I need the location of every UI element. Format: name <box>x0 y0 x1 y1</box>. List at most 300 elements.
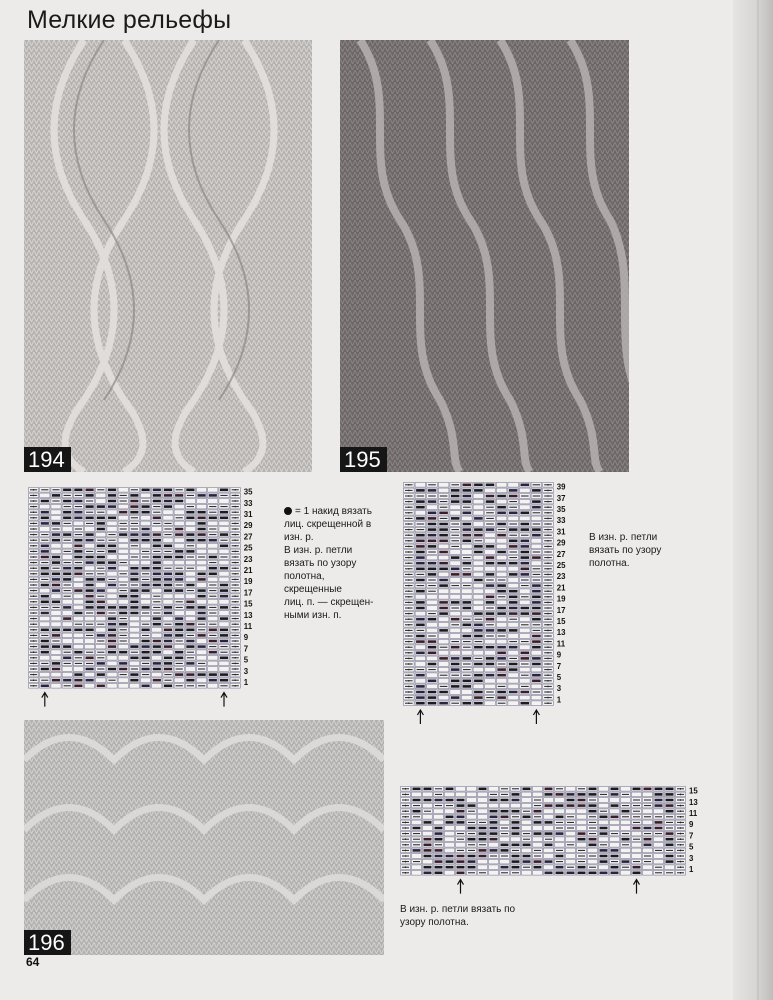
chart-cell <box>96 628 106 633</box>
chart-filled-stitch <box>186 640 194 643</box>
chart-cell <box>496 516 507 521</box>
chart-cell <box>85 544 95 549</box>
chart-filled-stitch <box>209 629 217 632</box>
chart-cell <box>423 831 433 836</box>
chart-filled-stitch <box>424 844 432 847</box>
chart-cell <box>555 798 565 803</box>
chart-cell <box>456 843 466 848</box>
chart-cell <box>141 600 151 605</box>
chart-filled-stitch <box>220 589 228 592</box>
chart-row-label: 17 <box>243 588 253 598</box>
chart-filled-stitch <box>52 629 60 632</box>
chart-filled-stitch <box>521 540 530 543</box>
chart-cell <box>438 667 449 672</box>
chart-filled-stitch <box>521 652 530 655</box>
chart-filled-stitch <box>474 517 483 520</box>
chart-filled-stitch <box>512 844 520 847</box>
chart-filled-stitch <box>52 668 60 671</box>
chart-filled-stitch <box>413 810 421 813</box>
chart-row-label: 1 <box>243 678 249 687</box>
chart-cell <box>531 701 542 706</box>
chart-cell <box>544 815 554 820</box>
chart-cell <box>118 488 128 493</box>
chart-cell <box>522 798 532 803</box>
chart-cell <box>643 820 653 825</box>
chart-cell <box>462 516 473 521</box>
chart-filled-stitch <box>97 556 105 559</box>
chart-filled-stitch <box>435 827 443 830</box>
chart-row-label: 11 <box>689 809 698 818</box>
chart-filled-stitch <box>468 860 476 863</box>
chart-cell <box>185 572 195 577</box>
chart-filled-stitch <box>486 596 495 599</box>
chart-filled-stitch <box>164 645 172 648</box>
chart-filled-stitch <box>74 517 82 520</box>
chart-filled-stitch <box>175 651 183 654</box>
chart-filled-stitch <box>428 696 437 699</box>
chart-filled-stitch <box>198 573 206 576</box>
chart-cell <box>478 865 488 870</box>
chart-filled-stitch <box>523 844 531 847</box>
chart-cell <box>643 865 653 870</box>
chart-filled-stitch <box>509 601 518 604</box>
chart-filled-stitch <box>463 523 472 526</box>
chart-filled-stitch <box>497 495 506 498</box>
chart-filled-stitch <box>457 821 465 824</box>
chart-row-label: 25 <box>556 561 566 570</box>
chart-filled-stitch <box>63 629 71 632</box>
chart-filled-stitch <box>416 618 425 621</box>
chart-cell <box>438 483 449 488</box>
chart-filled-stitch <box>153 545 161 548</box>
chart-filled-stitch <box>119 651 127 654</box>
chart-cell <box>632 848 642 853</box>
chart-filled-stitch <box>74 556 82 559</box>
chart-filled-stitch <box>490 827 498 830</box>
chart-filled-stitch <box>435 860 443 863</box>
chart-filled-stitch <box>86 489 94 492</box>
chart-filled-stitch <box>130 533 138 536</box>
chart-filled-stitch <box>108 489 116 492</box>
chart-filled-stitch <box>130 500 138 503</box>
chart-cell <box>185 521 195 526</box>
chart-filled-stitch <box>416 702 425 705</box>
chart-filled-stitch <box>474 629 483 632</box>
chart-filled-stitch <box>86 657 94 660</box>
chart-filled-stitch <box>164 668 172 671</box>
chart-filled-stitch <box>108 567 116 570</box>
chart-cell <box>520 667 531 672</box>
chart-filled-stitch <box>175 500 183 503</box>
chart-cell <box>450 651 461 656</box>
chart-cell <box>415 656 426 661</box>
chart-filled-stitch <box>497 612 506 615</box>
chart-filled-stitch <box>97 601 105 604</box>
chart-cell <box>520 679 531 684</box>
chart-cell <box>438 651 449 656</box>
chart-cell <box>610 798 620 803</box>
chart-filled-stitch <box>457 810 465 813</box>
chart-cell <box>197 499 207 504</box>
chart-filled-stitch <box>497 696 506 699</box>
chart-filled-stitch <box>41 645 49 648</box>
chart-cell <box>438 572 449 577</box>
chart-filled-stitch <box>97 634 105 637</box>
chart-cell <box>531 695 542 700</box>
page-title: Мелкие рельефы <box>27 6 232 34</box>
chart-filled-stitch <box>497 562 506 565</box>
knitting-chart-194 <box>28 487 273 717</box>
chart-cell <box>496 679 507 684</box>
chart-cell <box>73 600 83 605</box>
chart-cell <box>496 499 507 504</box>
chart-row-label: 21 <box>243 566 253 575</box>
chart-cell <box>40 656 50 661</box>
chart-filled-stitch <box>119 612 127 615</box>
chart-cell <box>438 623 449 628</box>
chart-filled-stitch <box>490 810 498 813</box>
chart-filled-stitch <box>463 573 472 576</box>
chart-cell <box>51 611 61 616</box>
chart-cell <box>219 661 229 666</box>
chart-cell <box>423 803 433 808</box>
chart-filled-stitch <box>463 562 472 565</box>
chart-filled-stitch <box>97 545 105 548</box>
chart-filled-stitch <box>457 855 465 858</box>
chart-cell <box>508 701 519 706</box>
chart-repeat-arrow-icon <box>42 693 48 707</box>
chart-cell <box>533 826 543 831</box>
chart-cell <box>438 589 449 594</box>
chart-filled-stitch <box>74 679 82 682</box>
chart-filled-stitch <box>119 533 127 536</box>
chart-filled-stitch <box>490 821 498 824</box>
chart-filled-stitch <box>175 657 183 660</box>
chart-filled-stitch <box>175 528 183 531</box>
chart-filled-stitch <box>451 573 460 576</box>
chart-filled-stitch <box>41 668 49 671</box>
chart-cell <box>427 606 438 611</box>
chart-filled-stitch <box>428 640 437 643</box>
chart-filled-stitch <box>474 624 483 627</box>
chart-cell <box>522 792 532 797</box>
chart-filled-stitch <box>633 872 641 875</box>
chart-filled-stitch <box>220 584 228 587</box>
chart-filled-stitch <box>521 691 530 694</box>
chart-cell <box>208 488 218 493</box>
chart-filled-stitch <box>532 500 541 503</box>
chart-filled-stitch <box>153 517 161 520</box>
chart-row-label: 37 <box>556 493 566 503</box>
chart-filled-stitch <box>52 539 60 542</box>
chart-cell <box>423 792 433 797</box>
chart-filled-stitch <box>486 500 495 503</box>
chart-filled-stitch <box>509 691 518 694</box>
chart-filled-stitch <box>164 612 172 615</box>
photo-196 <box>24 720 384 955</box>
chart-cell <box>96 532 106 537</box>
chart-cell <box>438 617 449 622</box>
chart-cell <box>438 679 449 684</box>
chart-row-label: 13 <box>556 628 566 638</box>
chart-cell <box>208 499 218 504</box>
chart-filled-stitch <box>424 799 432 802</box>
chart-filled-stitch <box>52 679 60 682</box>
chart-cell <box>118 516 128 521</box>
chart-cell <box>427 505 438 510</box>
chart-cell <box>654 809 664 814</box>
chart-194-grid <box>28 487 273 717</box>
chart-filled-stitch <box>463 534 472 537</box>
chart-filled-stitch <box>567 872 575 875</box>
chart-filled-stitch <box>209 651 217 654</box>
chart-filled-stitch <box>41 595 49 598</box>
chart-cell <box>208 549 218 554</box>
chart-filled-stitch <box>556 793 564 796</box>
chart-cell <box>531 539 542 544</box>
chart-cell <box>118 577 128 582</box>
chart-filled-stitch <box>600 816 608 819</box>
chart-filled-stitch <box>567 793 575 796</box>
chart-filled-stitch <box>97 685 105 688</box>
chart-filled-stitch <box>509 540 518 543</box>
chart-cell <box>174 521 184 526</box>
chart-filled-stitch <box>63 578 71 581</box>
chart-filled-stitch <box>439 551 448 554</box>
chart-filled-stitch <box>644 844 652 847</box>
chart-filled-stitch <box>142 533 150 536</box>
chart-filled-stitch <box>474 612 483 615</box>
chart-cell <box>485 550 496 555</box>
chart-cell <box>62 633 72 638</box>
chart-cell <box>219 549 229 554</box>
chart-filled-stitch <box>468 855 476 858</box>
chart-row-label: 35 <box>243 487 253 497</box>
chart-196-grid <box>400 786 718 898</box>
chart-cell <box>141 516 151 521</box>
chart-cell <box>434 820 444 825</box>
chart-filled-stitch <box>153 556 161 559</box>
chart-cell <box>438 555 449 560</box>
chart-filled-stitch <box>439 568 448 571</box>
chart-cell <box>450 690 461 695</box>
chart-filled-stitch <box>451 680 460 683</box>
chart-cell <box>566 837 576 842</box>
chart-cell <box>107 572 117 577</box>
chart-filled-stitch <box>142 668 150 671</box>
chart-cell <box>152 527 162 532</box>
chart-cell <box>219 622 229 627</box>
chart-row-label: 9 <box>689 820 694 830</box>
chart-row-label: 29 <box>243 521 253 531</box>
chart-filled-stitch <box>600 849 608 852</box>
chart-filled-stitch <box>209 679 217 682</box>
chart-filled-stitch <box>497 691 506 694</box>
chart-filled-stitch <box>186 533 194 536</box>
chart-filled-stitch <box>153 561 161 564</box>
chart-filled-stitch <box>186 550 194 553</box>
chart-filled-stitch <box>209 517 217 520</box>
chart-filled-stitch <box>451 646 460 649</box>
chart-cell <box>496 555 507 560</box>
chart-filled-stitch <box>451 663 460 666</box>
chart-filled-stitch <box>413 849 421 852</box>
chart-cell <box>520 505 531 510</box>
chart-filled-stitch <box>611 866 619 869</box>
chart-filled-stitch <box>600 872 608 875</box>
chart-filled-stitch <box>451 500 460 503</box>
chart-cell <box>96 499 106 504</box>
chart-filled-stitch <box>428 545 437 548</box>
chart-filled-stitch <box>142 629 150 632</box>
chart-filled-stitch <box>153 668 161 671</box>
chart-filled-stitch <box>130 539 138 542</box>
chart-filled-stitch <box>175 550 183 553</box>
chart-filled-stitch <box>63 606 71 609</box>
chart-filled-stitch <box>175 623 183 626</box>
chart-filled-stitch <box>451 556 460 559</box>
chart-filled-stitch <box>644 788 652 791</box>
chart-cell <box>51 544 61 549</box>
chart-cell <box>163 594 173 599</box>
chart-cell <box>610 826 620 831</box>
chart-cell <box>85 566 95 571</box>
chart-filled-stitch <box>497 629 506 632</box>
chart-cell <box>427 684 438 689</box>
chart-filled-stitch <box>512 827 520 830</box>
chart-cell <box>219 611 229 616</box>
chart-cell <box>107 527 117 532</box>
chart-cell <box>533 787 543 792</box>
chart-filled-stitch <box>446 788 454 791</box>
chart-filled-stitch <box>532 590 541 593</box>
chart-filled-stitch <box>416 545 425 548</box>
chart-filled-stitch <box>486 495 495 498</box>
chart-filled-stitch <box>622 810 630 813</box>
chart-cell <box>462 628 473 633</box>
chart-cell <box>566 859 576 864</box>
chart-cell <box>174 510 184 515</box>
chart-filled-stitch <box>474 489 483 492</box>
chart-cell <box>473 522 484 527</box>
chart-filled-stitch <box>164 629 172 632</box>
chart-filled-stitch <box>521 512 530 515</box>
legend-194 <box>284 505 374 622</box>
chart-filled-stitch <box>589 793 597 796</box>
chart-filled-stitch <box>474 528 483 531</box>
chart-cell <box>566 854 576 859</box>
chart-cell <box>621 848 631 853</box>
chart-filled-stitch <box>435 838 443 841</box>
chart-cell <box>621 798 631 803</box>
chart-cell <box>152 672 162 677</box>
chart-filled-stitch <box>428 523 437 526</box>
chart-cell <box>522 803 532 808</box>
chart-cell <box>185 611 195 616</box>
chart-filled-stitch <box>486 556 495 559</box>
chart-filled-stitch <box>142 567 150 570</box>
chart-filled-stitch <box>622 860 630 863</box>
chart-filled-stitch <box>209 673 217 676</box>
chart-filled-stitch <box>108 645 116 648</box>
chart-filled-stitch <box>186 539 194 542</box>
chart-cell <box>51 510 61 515</box>
chart-filled-stitch <box>509 495 518 498</box>
chart-filled-stitch <box>164 606 172 609</box>
chart-filled-stitch <box>74 612 82 615</box>
knit-texture-194 <box>24 40 312 472</box>
chart-cell <box>197 504 207 509</box>
chart-filled-stitch <box>86 539 94 542</box>
chart-cell <box>496 483 507 488</box>
chart-cell <box>107 521 117 526</box>
chart-filled-stitch <box>439 629 448 632</box>
chart-cell <box>438 695 449 700</box>
chart-cell <box>152 633 162 638</box>
chart-cell <box>96 583 106 588</box>
chart-cell <box>511 837 521 842</box>
chart-filled-stitch <box>474 680 483 683</box>
chart-cell <box>489 859 499 864</box>
chart-filled-stitch <box>86 494 94 497</box>
chart-cell <box>415 645 426 650</box>
chart-filled-stitch <box>130 601 138 604</box>
chart-filled-stitch <box>142 584 150 587</box>
chart-cell <box>415 595 426 600</box>
chart-filled-stitch <box>451 489 460 492</box>
chart-filled-stitch <box>501 799 509 802</box>
chart-cell <box>427 555 438 560</box>
chart-cell <box>654 837 664 842</box>
chart-filled-stitch <box>153 567 161 570</box>
chart-filled-stitch <box>198 494 206 497</box>
chart-row-label: 27 <box>556 549 566 559</box>
chart-filled-stitch <box>611 855 619 858</box>
chart-filled-stitch <box>509 629 518 632</box>
chart-filled-stitch <box>416 551 425 554</box>
photo-194 <box>24 40 312 472</box>
chart-filled-stitch <box>578 872 586 875</box>
chart-filled-stitch <box>532 657 541 660</box>
chart-filled-stitch <box>435 855 443 858</box>
chart-cell <box>107 510 117 515</box>
chart-filled-stitch <box>490 832 498 835</box>
chart-filled-stitch <box>509 573 518 576</box>
chart-filled-stitch <box>424 866 432 869</box>
chart-cell <box>520 617 531 622</box>
chart-filled-stitch <box>74 589 82 592</box>
chart-cell <box>163 650 173 655</box>
chart-filled-stitch <box>532 640 541 643</box>
chart-cell <box>445 837 455 842</box>
chart-filled-stitch <box>63 679 71 682</box>
chart-cell <box>508 483 519 488</box>
chart-filled-stitch <box>142 645 150 648</box>
chart-row-label: 3 <box>689 853 694 863</box>
chart-cell <box>434 809 444 814</box>
chart-filled-stitch <box>521 568 530 571</box>
chart-filled-stitch <box>600 827 608 830</box>
knitting-chart-195 <box>403 482 583 737</box>
chart-cell <box>197 560 207 565</box>
chart-filled-stitch <box>439 657 448 660</box>
chart-filled-stitch <box>130 673 138 676</box>
chart-filled-stitch <box>486 612 495 615</box>
chart-cell <box>107 600 117 605</box>
chart-filled-stitch <box>119 606 127 609</box>
chart-cell <box>544 798 554 803</box>
chart-cell <box>118 544 128 549</box>
